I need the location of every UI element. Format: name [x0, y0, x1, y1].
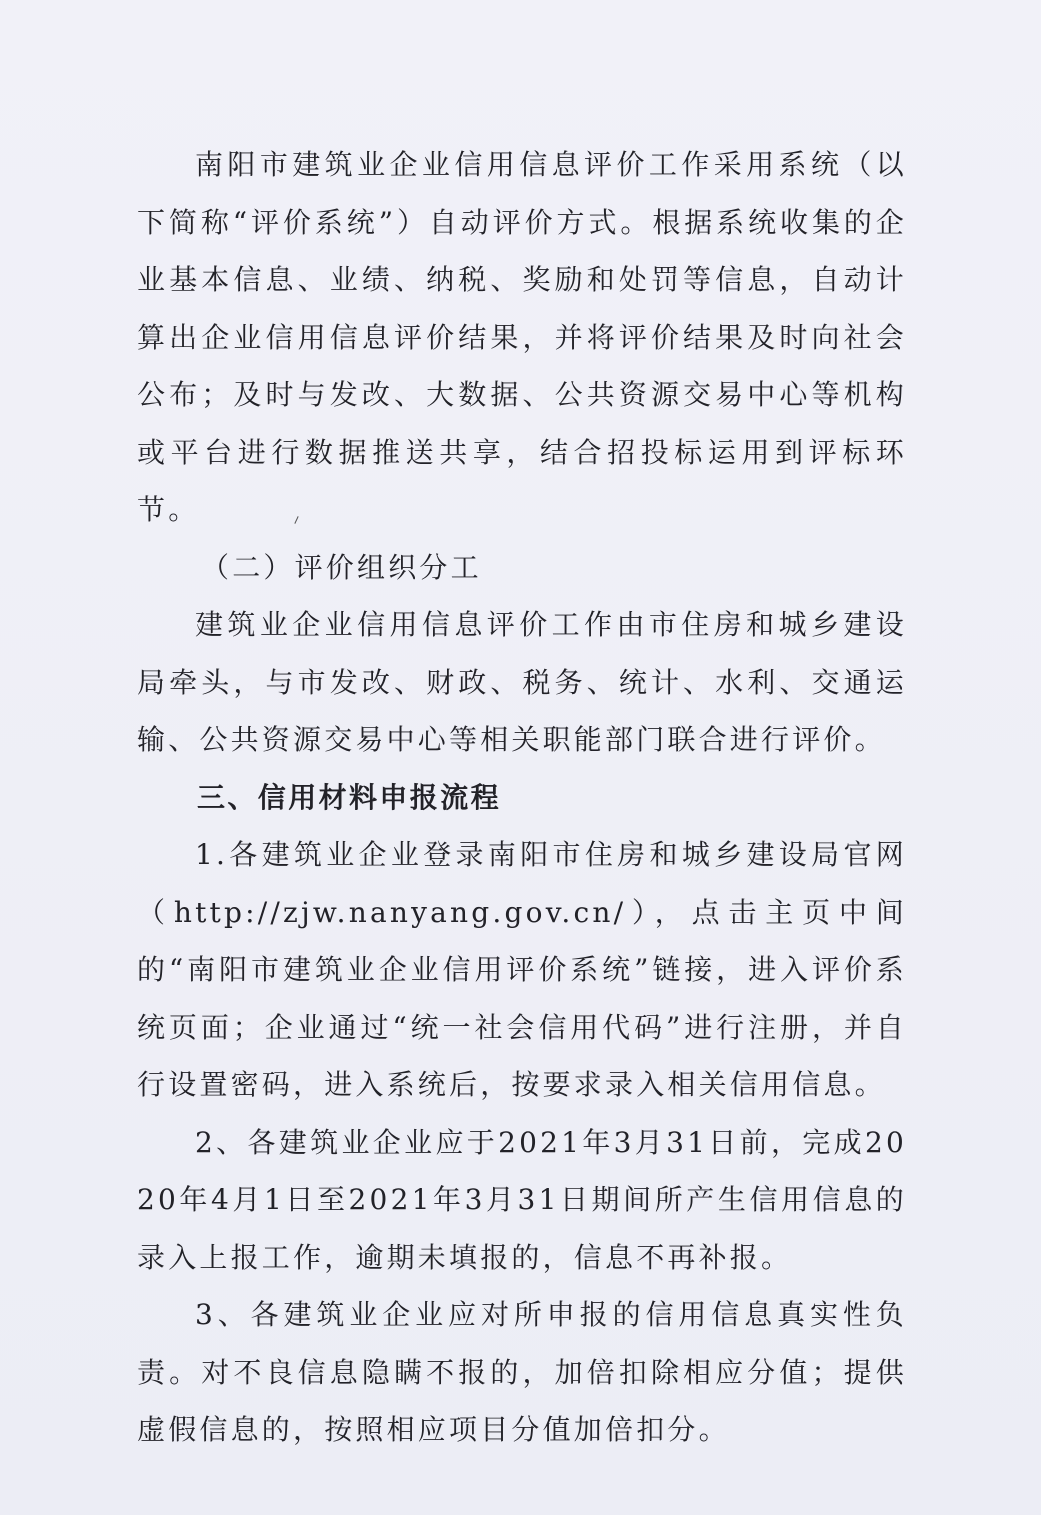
paragraph-organization: 建筑业企业信用信息评价工作由市住房和城乡建设局牵头，与市发改、财政、税务、统计、水利、交通运输、公共资源交易中心等相关职能部门联合进行评价。	[137, 608, 907, 756]
list-item-step-1: 1.各建筑业企业登录南阳市住房和城乡建设局官网（http://zjw.nanyang.gov.cn/），点击主页中间的“南阳市建筑业企业信用评价系统”链接，进入评价系统页面；企业通过“统一社会信用代码”进行注册，并自行设置密码，进入系统后，按要求录入相关信用信息。	[137, 838, 907, 1101]
list-item-step-2: 2、各建筑业企业应于2021年3月31日前，完成2020年4月1日至2021年3月31日期间所产生信用信息的录入上报工作，逾期未填报的，信息不再补报。	[137, 1125, 907, 1274]
document-body	[137, 136, 907, 1459]
list-item-step-3: 3、各建筑业企业应对所申报的信用信息真实性负责。对不良信息隐瞒不报的，加倍扣除相应分值；提供虚假信息的，按照相应项目分值加倍扣分。	[137, 1298, 907, 1446]
paragraph-evaluation-method: 南阳市建筑业企业信用信息评价工作采用系统（以下简称“评价系统”）自动评价方式。根据系统收集的企业基本信息、业绩、纳税、奖励和处罚等信息，自动计算出企业信用信息评价结果，并将评价结果及时向社会公布；及时与发改、大数据、公共资源交易中心等机构或平台进行数据推送共享，结合招投标运用到评标环节。	[137, 148, 907, 526]
subheading-organization: （二）评价组织分工	[201, 550, 482, 584]
section-heading-reporting-process: 三、信用材料申报流程	[197, 780, 502, 814]
